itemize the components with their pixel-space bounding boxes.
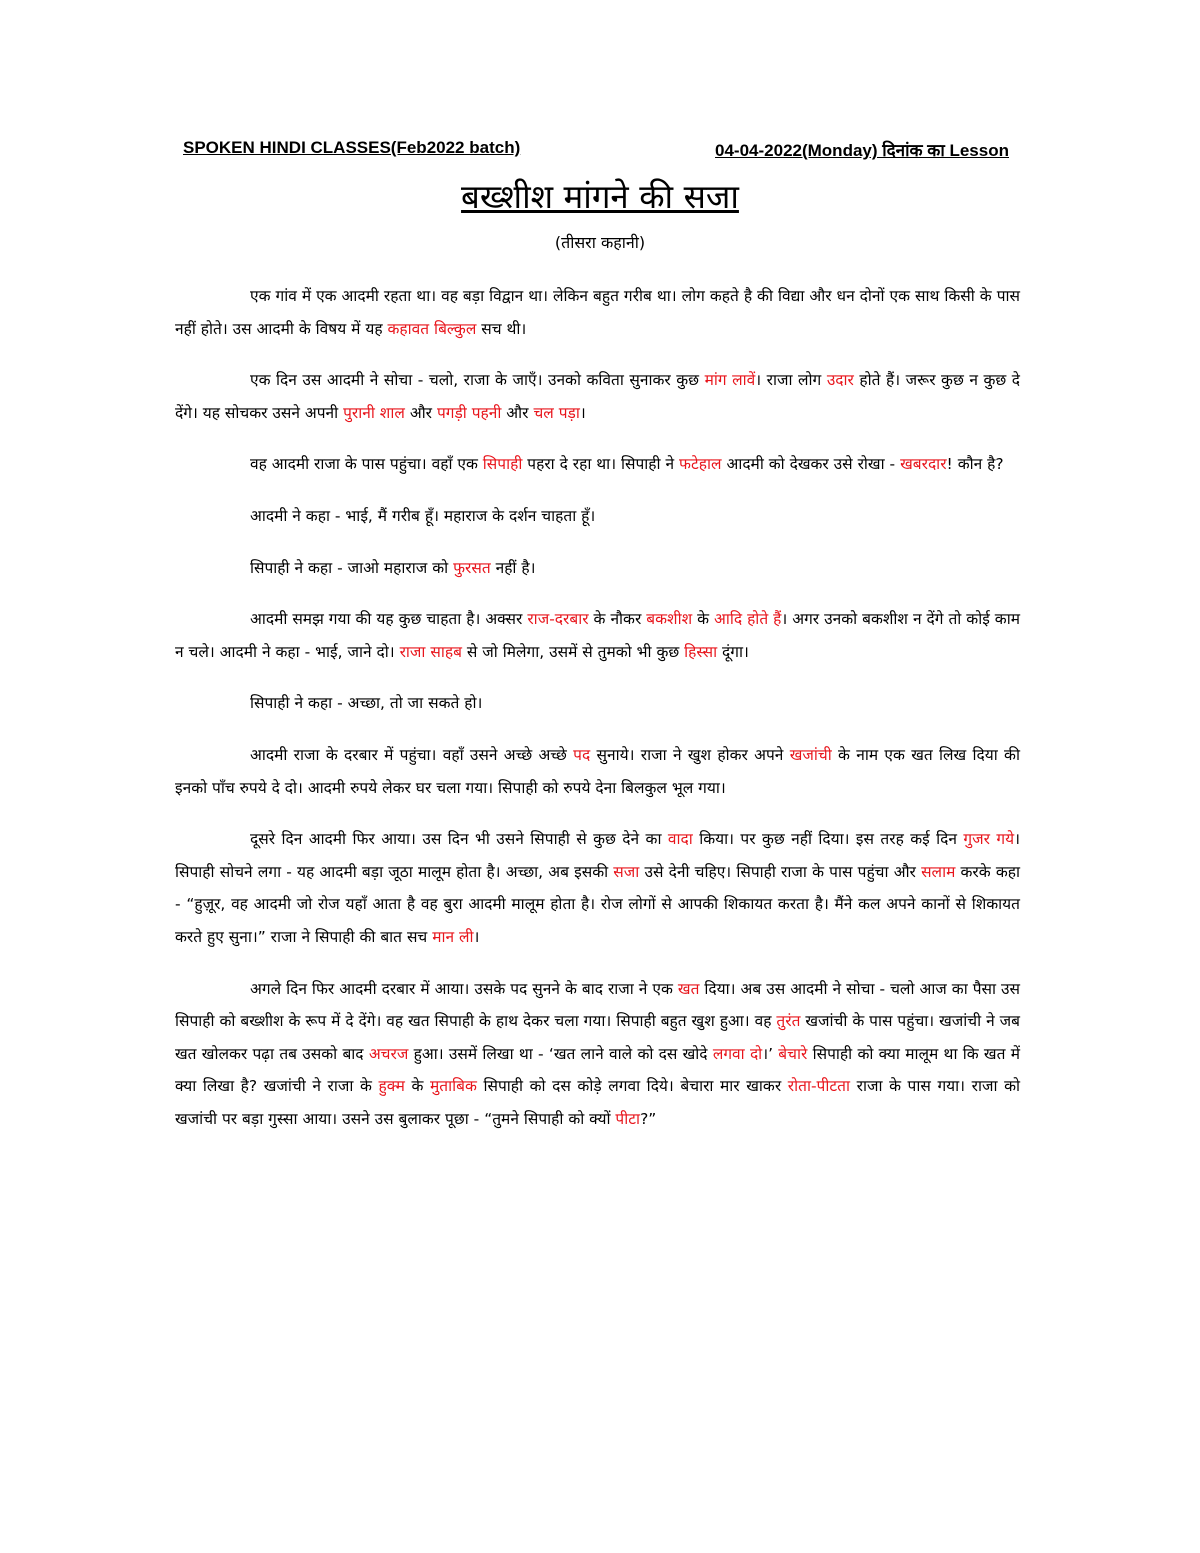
paragraph-text: हुआ। उसमें लिखा था - ‘खत लाने वाले को दस खोदे bbox=[408, 1044, 713, 1063]
paragraph-text: पहरा दे रहा था। सिपाही ने bbox=[522, 455, 680, 474]
story-paragraph bbox=[175, 739, 1020, 804]
highlighted-word: पीटा bbox=[615, 1109, 641, 1128]
paragraph-text: । bbox=[579, 403, 586, 422]
highlighted-word: मांग लावें bbox=[704, 371, 756, 390]
paragraph-text: । अगर उनको बकशीश न देंगे तो कोई काम न चले। आदमी ने कहा - भाई, जाने दो। bbox=[175, 610, 1020, 661]
highlighted-word: कहावत बिल्कुल bbox=[387, 319, 477, 338]
paragraph-text: और bbox=[404, 403, 437, 422]
paragraph-text: आदमी समझ गया की यह कुछ चाहता है। अक्सर bbox=[250, 610, 528, 629]
paragraph-text: खजांची के पास पहुंचा। खजांची ने जब खत खोलकर पढ़ा तब उसको बाद bbox=[175, 1012, 1020, 1063]
highlighted-word: तुरंत bbox=[776, 1012, 801, 1031]
paragraph-text: करके कहा - “हुज़ूर, वह आदमी जो रोज यहाँ आता है वह बुरा आदमी मालूम होता है। रोज लोगों से आपकी शिकायत करता है। मैंने कल अपने कानों से शिकायत करते हुए सुना।” राजा ने सिपाही की बात सच bbox=[175, 862, 1020, 946]
highlighted-word: बेचारे bbox=[778, 1044, 808, 1063]
highlighted-word: खजांची bbox=[789, 745, 832, 764]
paragraph-text: दूंगा। bbox=[717, 642, 749, 661]
paragraph-text: ! कौन है? bbox=[946, 455, 1004, 474]
paragraph-text: के नौकर bbox=[588, 610, 647, 629]
story-paragraph bbox=[175, 603, 1020, 668]
highlighted-word: सलाम bbox=[921, 862, 956, 881]
paragraph-text: ।’ bbox=[762, 1044, 779, 1063]
highlighted-word: फुरसत bbox=[453, 558, 491, 577]
paragraph-text: । bbox=[473, 927, 480, 946]
paragraph-text: अगले दिन फिर आदमी दरबार में आया। उसके पद सुनने के बाद राजा ने एक bbox=[250, 979, 678, 998]
paragraph-text: सिपाही को क्या मालूम था कि खत में क्या लिखा है? खजांची ने राजा के bbox=[175, 1044, 1020, 1096]
highlighted-word: मान ली bbox=[432, 927, 474, 946]
highlighted-word: आदि होते हैं bbox=[714, 610, 782, 629]
story-paragraph bbox=[175, 823, 1020, 953]
paragraph-text: । राजा लोग bbox=[755, 371, 827, 390]
paragraph-text: दूसरे दिन आदमी फिर आया। उस दिन भी उसने सिपाही से कुछ देने का bbox=[250, 830, 668, 849]
paragraph-text: । सिपाही सोचने लगा - यह आदमी बड़ा जूठा मालूम होता है। अच्छा, अब इसकी bbox=[175, 830, 1020, 881]
highlighted-word: सिपाही bbox=[482, 455, 523, 474]
paragraph-text: से जो मिलेगा, उसमें से तुमको भी कुछ bbox=[461, 642, 685, 661]
story-title: बख्शीश मांगने की सजा bbox=[461, 177, 739, 216]
paragraph-text: सच थी। bbox=[476, 319, 527, 338]
story-paragraph bbox=[175, 500, 1020, 533]
paragraph-text: एक गांव में एक आदमी रहता था। वह बड़ा विद्वान था। लेकिन बहुत गरीब था। लोग कहते है की विद्या और धन दोनों एक साथ किसी के पास नहीं होते। उस आदमी के विषय में यह bbox=[175, 287, 1020, 338]
highlighted-word: हुक्म bbox=[378, 1077, 405, 1096]
paragraph-text: किया। पर कुछ नहीं दिया। इस तरह कई दिन bbox=[692, 830, 964, 849]
story-body bbox=[175, 280, 1020, 1154]
story-paragraph bbox=[175, 364, 1020, 429]
highlighted-word: बकशीश bbox=[646, 610, 693, 629]
highlighted-word: उदार bbox=[826, 371, 854, 390]
story-paragraph bbox=[175, 687, 1020, 720]
highlighted-word: लगवा दो bbox=[712, 1044, 763, 1063]
highlighted-word: राज-दरबार bbox=[527, 610, 589, 629]
story-paragraph bbox=[175, 552, 1020, 585]
highlighted-word: पुरानी शाल bbox=[343, 403, 405, 422]
paragraph-text: आदमी को देखकर उसे रोखा - bbox=[721, 455, 901, 474]
highlighted-word: सजा bbox=[613, 862, 640, 881]
highlighted-word: गुजर गये bbox=[963, 830, 1015, 849]
class-title: SPOKEN HINDI CLASSES(Feb2022 batch) bbox=[183, 138, 521, 157]
paragraph-text: नहीं है। bbox=[490, 558, 536, 577]
paragraph-text: राजा के पास गया। राजा को खजांची पर बड़ा गुस्सा आया। उसने उस बुलाकर पूछा - “तुमने सिपाही को क्यों bbox=[175, 1077, 1021, 1128]
highlighted-word: वादा bbox=[667, 830, 693, 849]
paragraph-text: दिया। अब उस आदमी ने सोचा - चलो आज का पैसा उस सिपाही को बख्शीश के रूप में दे देंगे। वह खत सिपाही के हाथ देकर चला गया। सिपाही बहुत खुश हुआ। वह bbox=[175, 979, 1020, 1031]
highlighted-word: खबरदार bbox=[900, 455, 947, 474]
story-paragraph bbox=[175, 973, 1020, 1136]
highlighted-word: खत bbox=[677, 979, 700, 998]
story-paragraph bbox=[175, 280, 1020, 345]
paragraph-text: के bbox=[404, 1077, 431, 1096]
paragraph-text: और bbox=[501, 403, 534, 422]
highlighted-word: रोता-पीटता bbox=[787, 1077, 851, 1096]
paragraph-text: ?” bbox=[640, 1109, 657, 1128]
paragraph-text: सुनाये। राजा ने खुश होकर अपने bbox=[590, 745, 790, 764]
paragraph-text: के bbox=[692, 610, 715, 629]
highlighted-word: फटेहाल bbox=[679, 455, 722, 474]
highlighted-word: अचरज bbox=[368, 1044, 409, 1063]
highlighted-word: चल पड़ा bbox=[533, 403, 580, 422]
paragraph-text: सिपाही को दस कोड़े लगवा दिये। बेचारा मार खाकर bbox=[476, 1077, 788, 1096]
highlighted-word: राजा साहब bbox=[399, 642, 462, 661]
highlighted-word: पगड़ी पहनी bbox=[436, 403, 502, 422]
paragraph-text: आदमी राजा के दरबार में पहुंचा। वहाँ उसने अच्छे अच्छे bbox=[250, 745, 574, 764]
paragraph-text: सिपाही ने कहा - अच्छा, तो जा सकते हो। bbox=[250, 694, 483, 713]
paragraph-text: सिपाही ने कहा - जाओ महाराज को bbox=[250, 558, 454, 577]
paragraph-text: उसे देनी चहिए। सिपाही राजा के पास पहुंचा और bbox=[639, 862, 922, 881]
paragraph-text: आदमी ने कहा - भाई, मैं गरीब हूँ। महाराज के दर्शन चाहता हूँ। bbox=[250, 506, 596, 525]
header-line bbox=[183, 138, 1009, 164]
story-subtitle: (तीसरा कहानी) bbox=[554, 233, 646, 252]
highlighted-word: पद bbox=[573, 745, 591, 764]
paragraph-text: एक दिन उस आदमी ने सोचा - चलो, राजा के जाएँ। उनको कविता सुनाकर कुछ bbox=[250, 371, 705, 390]
highlighted-word: हिस्सा bbox=[684, 642, 718, 661]
paragraph-text: वह आदमी राजा के पास पहुंचा। वहाँ एक bbox=[250, 455, 483, 474]
highlighted-word: मुताबिक bbox=[430, 1077, 477, 1096]
paragraph-text: के नाम एक खत लिख दिया की इनको पाँच रुपये दे दो। आदमी रुपये लेकर घर चला गया। सिपाही को रुपये देना बिलकुल भूल गया। bbox=[175, 745, 1020, 797]
lesson-date: 04-04-2022(Monday) दिनांक का Lesson bbox=[715, 141, 1009, 160]
paragraph-text: होते हैं। जरूर कुछ न कुछ दे देंगे। यह सोचकर उसने अपनी bbox=[175, 371, 1020, 422]
story-paragraph bbox=[175, 448, 1020, 481]
